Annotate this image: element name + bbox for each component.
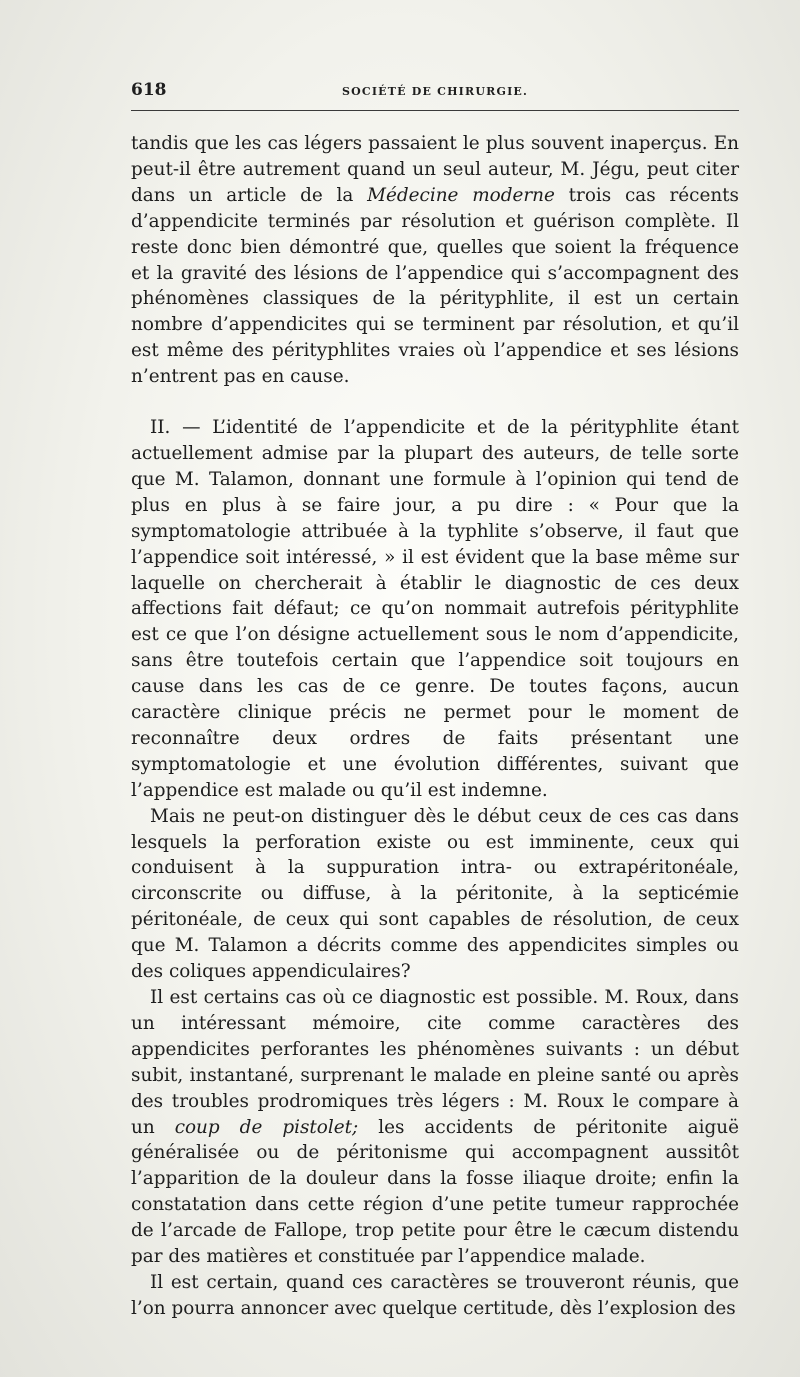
running-head: SOCIÉTÉ DE CHIRURGIE. bbox=[341, 85, 529, 98]
text-run: les accidents de péritonite aiguë généralisée ou de péritonisme qui accompagnent aussitôt l’apparition de la douleur dans la fosse iliaque droite; enfin la constatation dans cette région d’une petite tumeur rapprochée de l’arcade de Fallope, trop petite pour être le cæcum distendu par des matières et constituée par l’appendice malade. bbox=[131, 1116, 739, 1268]
paragraph bbox=[131, 985, 739, 1270]
italic-phrase: coup de pistolet; bbox=[174, 1116, 359, 1138]
paragraph: Il est certain, quand ces caractères se trouveront réunis, que l’on pourra annoncer avec quelque certitude, dès l’explosion des bbox=[131, 1271, 739, 1319]
body-text bbox=[131, 131, 739, 1322]
paragraph: Mais ne peut-on distinguer dès le début ceux de ces cas dans lesquels la perforation existe ou est imminente, ceux qui conduisent à la suppuration intra- ou extrapéritonéale, circonscrite ou diffuse, à la péritonite, à la septicémie péritonéale, de ceux qui sont capables de résolution, de ceux que M. Talamon a décrits comme des appendicites simples ou des coliques appendiculaires? bbox=[131, 805, 739, 983]
paragraph-section-ii: II. — L’identité de l’appendicite et de la pérityphlite étant actuellement admise par la plupart des auteurs, de telle sorte que M. Talamon, donnant une formule à l’opinion qui tend de plus en plus à se faire jour, a pu dire : « Pour que la symptomatologie attribuée à la typhlite s’observe, il faut que l’appendice soit intéressé, » il est évident que la base même sur laquelle on chercherait à établir le diagnostic de ces deux affections fait défaut; ce qu’on nommait autrefois pérityphlite est ce que l’on désigne actuellement sous le nom d’appendicite, sans être toutefois certain que l’appendice soit toujours en cause dans les cas de ce genre. De toutes façons, aucun caractère clinique précis ne permet pour le moment de reconnaître deux ordres de faits présentant une symptomatologie et une évolution différentes, suivant que l’appendice est malade ou qu’il est indemne. bbox=[131, 417, 739, 801]
text-run: Il est certains cas où ce diagnostic est possible. M. Roux, dans un intéressant mémoire, cite comme caractères des appendicites perforantes les phénomènes suivants : un début subit, instantané, surprenant le malade en pleine santé ou après des troubles prodromiques très légers : M. Roux le compare à un bbox=[131, 987, 739, 1138]
page-number: 618 bbox=[131, 80, 167, 100]
text-run: tandis que les cas légers passaient le plus souvent inaperçus. En peut-il être autrement quand un seul auteur, M. Jégu, peut citer dans un article de la bbox=[131, 133, 739, 206]
text-run: trois cas récents d’appendicite terminés par résolution et guérison complète. Il reste donc bien démontré que, quelles que soient la fréquence et la gravité des lésions de l’appendice qui s’accompagnent des phénomènes classiques de la pérityphlite, il est un certain nombre d’appendicites qui se terminent par résolution, et qu’il est même des pérityphlites vraies où l’appendice et ses lésions n’entrent pas en cause. bbox=[131, 184, 739, 388]
italic-title: Médecine moderne bbox=[367, 184, 555, 206]
paragraph bbox=[131, 131, 739, 390]
page-header bbox=[131, 76, 739, 111]
